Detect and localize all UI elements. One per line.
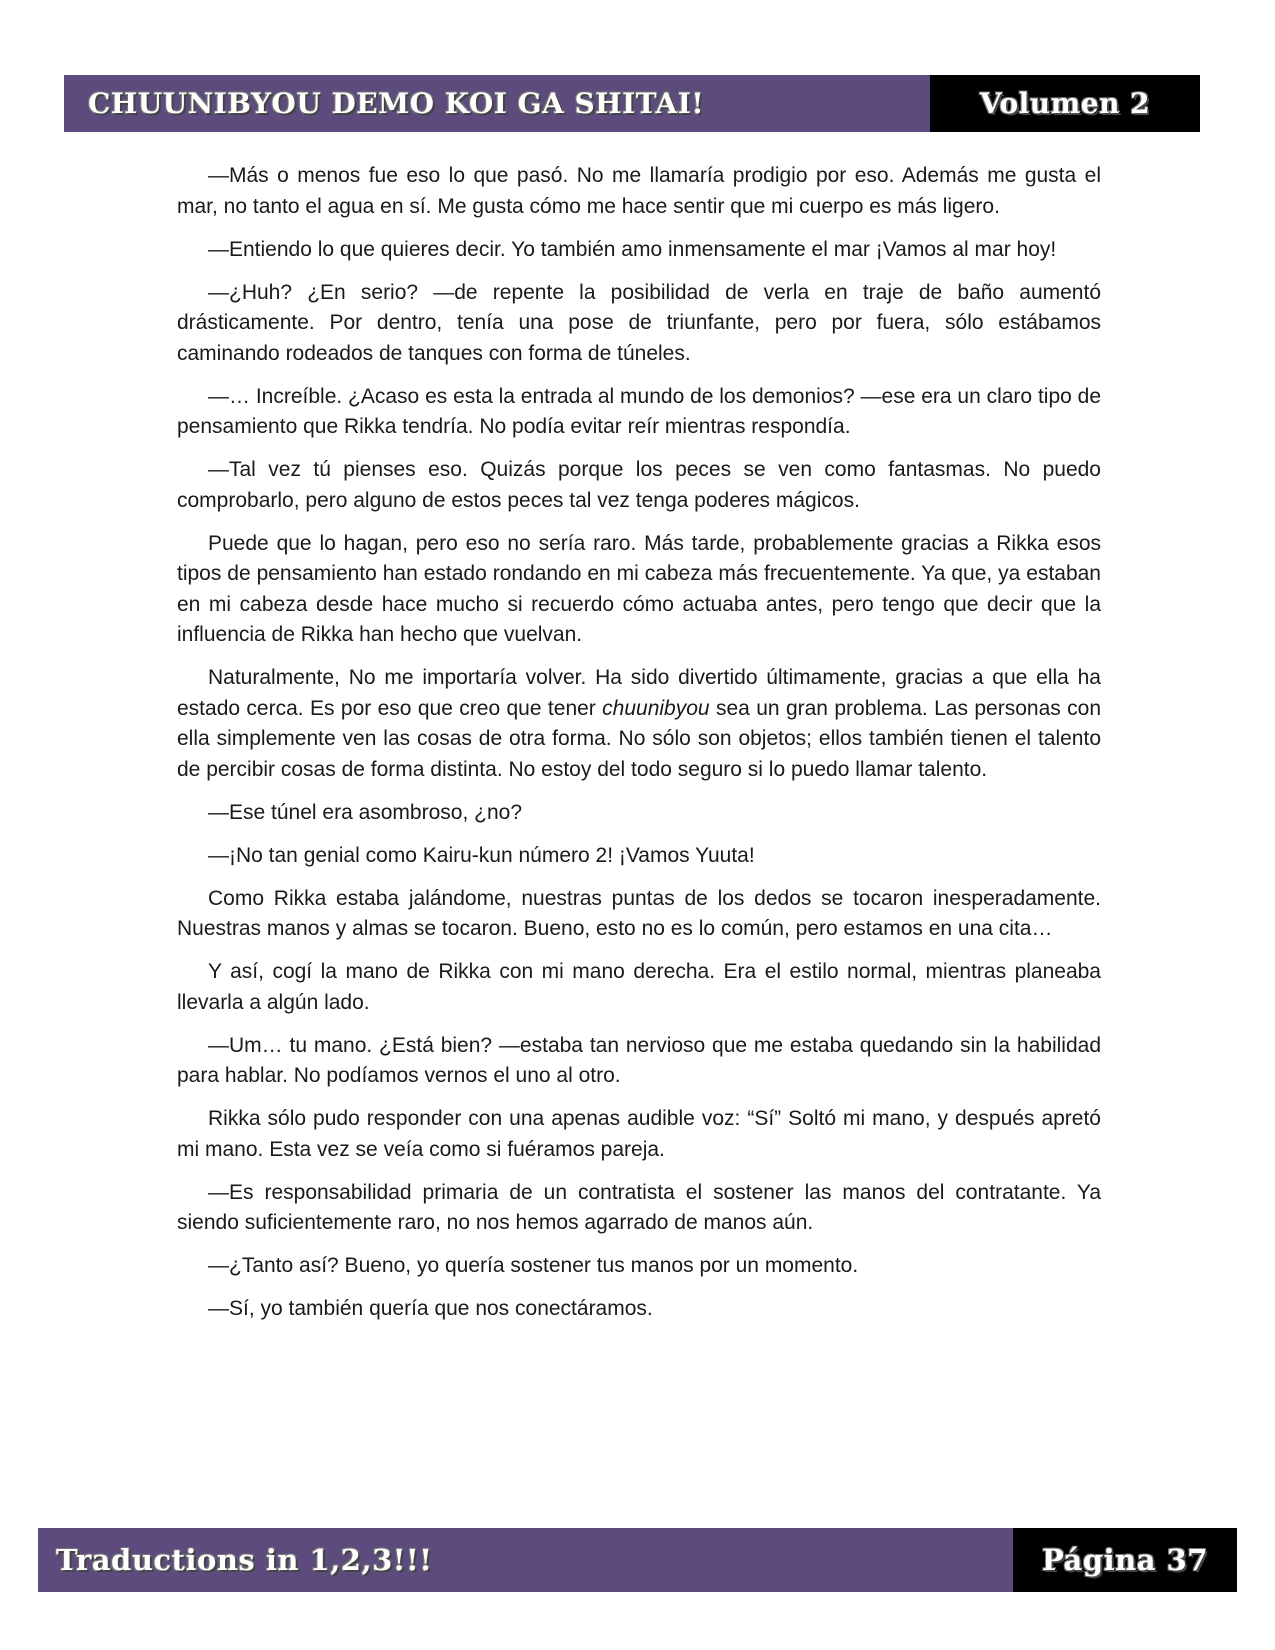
paragraph: —… Increíble. ¿Acaso es esta la entrada al mundo de los demonios? —ese era un claro tipo de pensamiento que Rikka tendría. No podía evitar reír mientras respondía. [177, 384, 1101, 438]
paragraph [177, 663, 1101, 785]
paragraph: —Ese túnel era asombroso, ¿no? [208, 800, 522, 824]
paragraph: —Más o menos fue eso lo que pasó. No me llamaría prodigio por eso. Además me gusta el mar, no tanto el agua en sí. Me gusta cómo me hace sentir que mi cuerpo es más ligero. [177, 164, 1101, 218]
paragraph: Rikka sólo pudo responder con una apenas audible voz: “Sí” Soltó mi mano, y después apretó mi mano. Esta vez se veía como si fuéramos pareja. [177, 1107, 1101, 1161]
paragraph: Puede que lo hagan, pero eso no sería raro. Más tarde, probablemente gracias a Rikka esos tipos de pensamiento han estado rondando en mi cabeza más frecuentemente. Ya que, ya estaban en mi cabeza desde hace mucho si recuerdo cómo actuaba antes, pero tengo que decir que la influencia de Rikka han hecho que vuelvan. [177, 531, 1101, 646]
book-title: CHUUNIBYOU DEMO KOI GA SHITAI! [88, 87, 705, 120]
paragraph: —¡No tan genial como Kairu-kun número 2! ¡Vamos Yuuta! [208, 843, 755, 867]
page-footer [38, 1528, 1237, 1592]
paragraph: —Um… tu mano. ¿Está bien? —estaba tan nervioso que me estaba quedando sin la habilidad para hablar. No podíamos vernos el uno al otro. [177, 1033, 1101, 1087]
page-number: Página 37 [1042, 1543, 1208, 1577]
page-header [64, 75, 1200, 132]
paragraph: —Sí, yo también quería que nos conectáramos. [208, 1297, 653, 1320]
paragraph: —Es responsabilidad primaria de un contratista el sostener las manos del contratante. Ya siendo suficientemente raro, no nos hemos agarrado de manos aún. [177, 1180, 1101, 1234]
paragraph: —¿Tanto así? Bueno, yo quería sostener tus manos por un momento. [208, 1254, 859, 1277]
translator-credit: Traductions in 1,2,3!!! [56, 1543, 433, 1577]
paragraph: Como Rikka estaba jalándome, nuestras puntas de los dedos se tocaron inesperadamente. Nuestras manos y almas se tocaron. Bueno, esto no es lo común, pero estamos en una cita… [177, 886, 1101, 940]
page-body [177, 161, 1101, 1337]
paragraph-text: sea un gran problema. Las personas con ella simplemente ven las cosas de otra forma. No sólo son objetos; ellos también tienen el talento de percibir cosas de forma distinta. No estoy del todo seguro si lo puedo llamar talento. [177, 696, 1101, 781]
paragraph: —Entiendo lo que quieres decir. Yo también amo inmensamente el mar ¡Vamos al mar hoy! [208, 237, 1057, 261]
volume-label: Volumen 2 [979, 87, 1151, 120]
header-volume-box [930, 75, 1200, 132]
paragraph: —¿Huh? ¿En serio? —de repente la posibilidad de verla en traje de baño aumentó drásticamente. Por dentro, tenía una pose de triunfante, pero por fuera, sólo estábamos caminando rodeados de tanques con forma de túneles. [177, 280, 1101, 365]
paragraph-text: Naturalmente, No me importaría volver. Ha sido divertido últimamente, gracias a que ella ha estado cerca. Es por eso que creo que tener [177, 666, 1101, 720]
italic-term: chuunibyou [602, 696, 710, 720]
paragraph: Y así, cogí la mano de Rikka con mi mano derecha. Era el estilo normal, mientras planeaba llevarla a algún lado. [177, 960, 1101, 1014]
footer-page-box [1013, 1528, 1237, 1592]
footer-credit-box [38, 1528, 1013, 1592]
header-title-box [64, 75, 930, 132]
paragraph: —Tal vez tú pienses eso. Quizás porque los peces se ven como fantasmas. No puedo comprobarlo, pero alguno de estos peces tal vez tenga poderes mágicos. [177, 458, 1101, 512]
